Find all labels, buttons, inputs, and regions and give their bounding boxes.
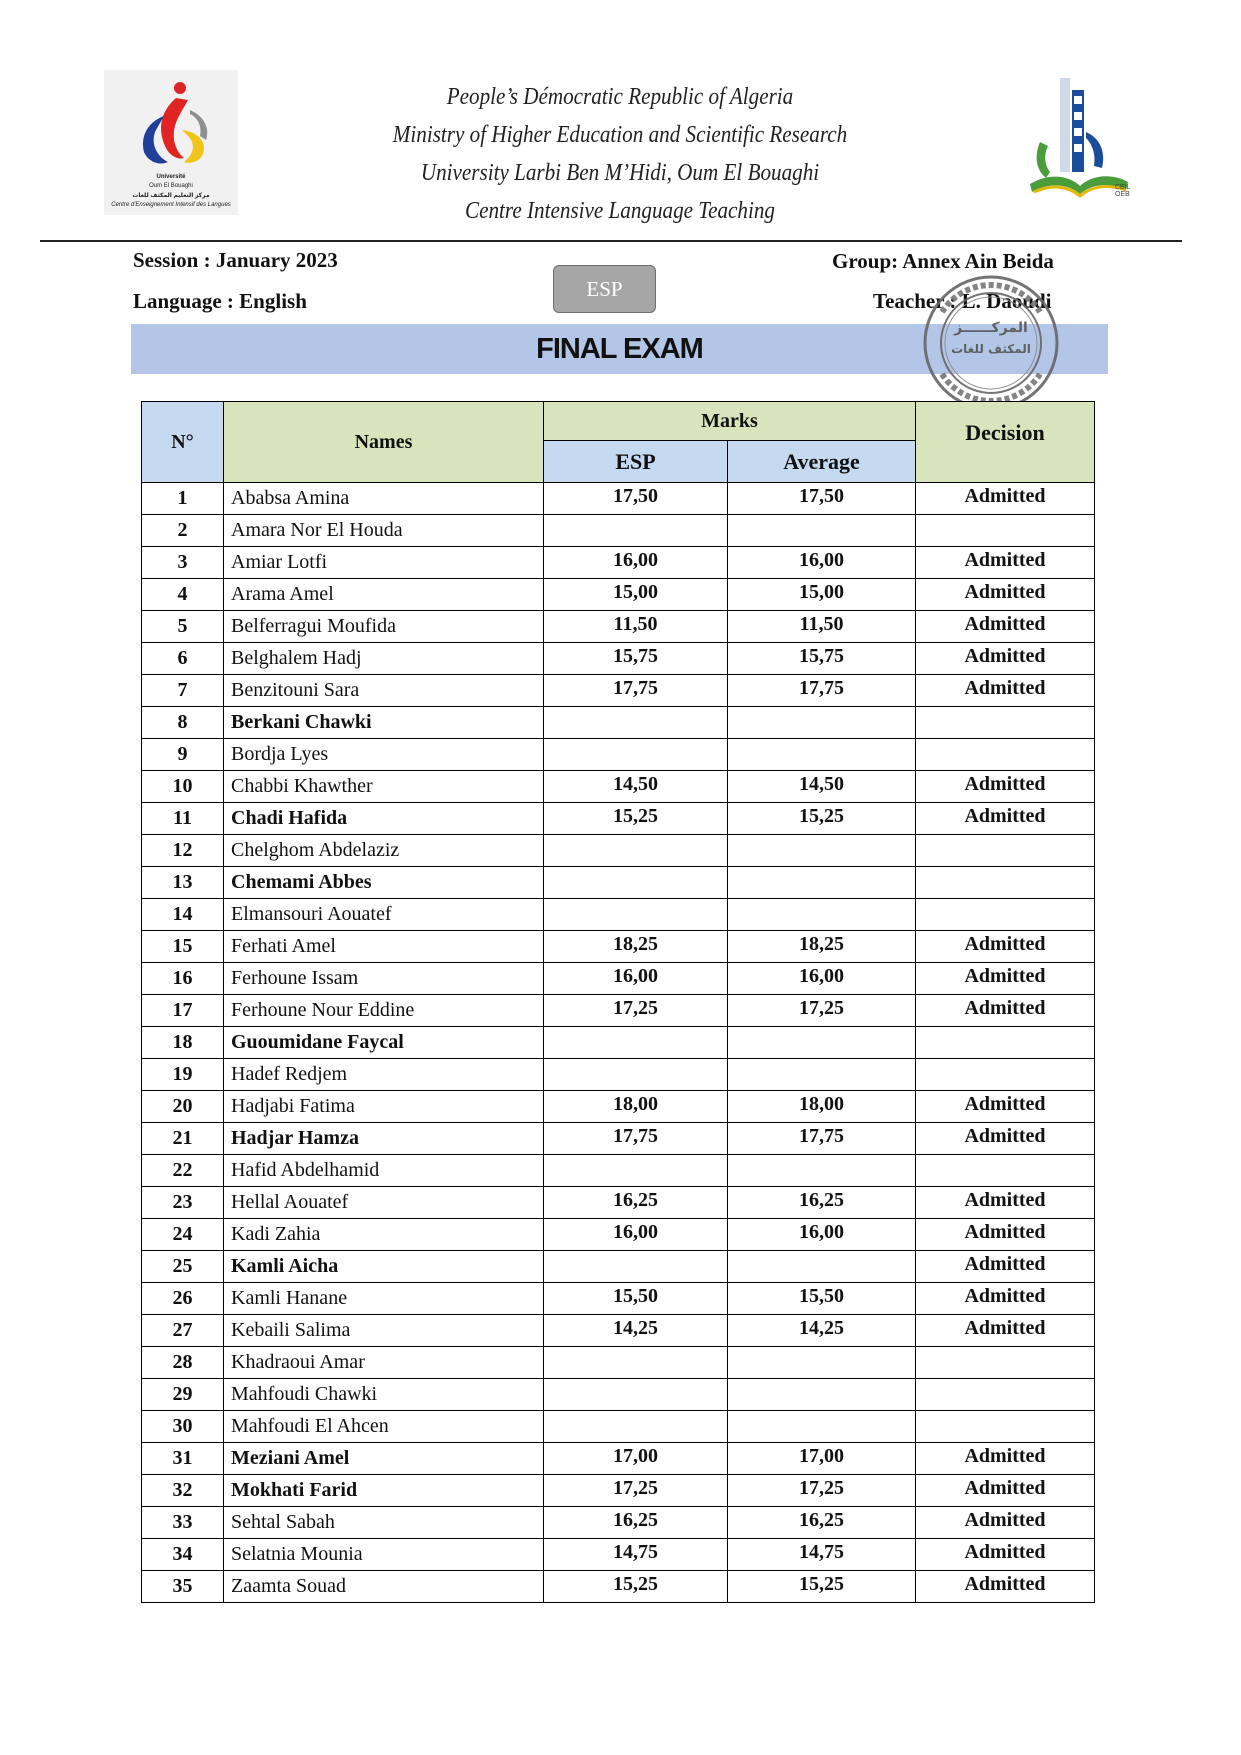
student-name: Amiar Lotfi [224,547,544,579]
decision-value: Admitted [916,1315,1095,1347]
esp-mark: 16,00 [544,963,728,995]
table-row [142,483,1095,515]
student-name: Guoumidane Faycal [224,1027,544,1059]
decision-value: Admitted [916,1443,1095,1475]
decision-value [916,867,1095,899]
table-row [142,1443,1095,1475]
decision-value: Admitted [916,1475,1095,1507]
average-mark: 15,00 [728,579,916,611]
table-row [142,1091,1095,1123]
table-row [142,1251,1095,1283]
table-row [142,579,1095,611]
esp-mark: 15,25 [544,1571,728,1603]
row-number: 15 [142,931,224,963]
student-name: Selatnia Mounia [224,1539,544,1571]
average-mark: 17,75 [728,675,916,707]
average-mark [728,1411,916,1443]
table-row [142,867,1095,899]
language-centre-emblem-icon [104,70,238,175]
esp-mark [544,1059,728,1091]
table-row [142,771,1095,803]
student-name: Mokhati Farid [224,1475,544,1507]
table-row [142,803,1095,835]
row-number: 4 [142,579,224,611]
exam-title: FINAL EXAM [536,332,703,365]
col-header-number: N° [142,402,224,483]
average-mark [728,707,916,739]
decision-value: Admitted [916,1283,1095,1315]
average-mark: 16,25 [728,1187,916,1219]
row-number: 31 [142,1443,224,1475]
decision-value [916,1155,1095,1187]
average-mark: 15,75 [728,643,916,675]
esp-mark [544,515,728,547]
esp-mark [544,899,728,931]
student-name: Kamli Hanane [224,1283,544,1315]
student-name: Chelghom Abdelaziz [224,835,544,867]
row-number: 1 [142,483,224,515]
decision-value: Admitted [916,675,1095,707]
row-number: 21 [142,1123,224,1155]
row-number: 20 [142,1091,224,1123]
student-name: Bordja Lyes [224,739,544,771]
decision-value: Admitted [916,771,1095,803]
row-number: 3 [142,547,224,579]
average-mark [728,1251,916,1283]
esp-mark: 17,75 [544,675,728,707]
average-mark [728,1155,916,1187]
average-mark: 17,25 [728,1475,916,1507]
heading-line-4: Centre Intensive Language Teaching [465,198,775,224]
table-row [142,963,1095,995]
student-name: Sehtal Sabah [224,1507,544,1539]
decision-value [916,1059,1095,1091]
row-number: 13 [142,867,224,899]
esp-mark: 17,00 [544,1443,728,1475]
row-number: 32 [142,1475,224,1507]
esp-mark [544,739,728,771]
decision-value: Admitted [916,963,1095,995]
table-row [142,547,1095,579]
decision-value [916,739,1095,771]
decision-value: Admitted [916,579,1095,611]
decision-value: Admitted [916,803,1095,835]
institution-heading [300,78,940,230]
average-mark: 17,75 [728,1123,916,1155]
university-logo [104,70,238,215]
esp-mark [544,1347,728,1379]
header-divider [40,240,1182,242]
decision-value: Admitted [916,1187,1095,1219]
average-mark [728,515,916,547]
decision-value: Admitted [916,995,1095,1027]
student-name: Benzitouni Sara [224,675,544,707]
row-number: 25 [142,1251,224,1283]
decision-value: Admitted [916,547,1095,579]
student-name: Ferhoune Issam [224,963,544,995]
table-row [142,899,1095,931]
average-mark: 15,50 [728,1283,916,1315]
decision-value [916,835,1095,867]
decision-value: Admitted [916,1091,1095,1123]
marks-table [141,401,1095,1603]
decision-value: Admitted [916,1571,1095,1603]
logo-caption-2: Oum El Bouaghi [149,183,193,189]
row-number: 12 [142,835,224,867]
table-row [142,1539,1095,1571]
table-row [142,1027,1095,1059]
decision-value [916,515,1095,547]
language-label: Language : English [133,289,307,313]
row-number: 19 [142,1059,224,1091]
esp-mark: 17,50 [544,483,728,515]
esp-button[interactable]: ESP [553,265,656,313]
col-header-names: Names [224,402,544,483]
ceil-caption: CEIL OEB [1115,184,1131,198]
average-mark [728,1027,916,1059]
student-name: Hadef Redjem [224,1059,544,1091]
table-row [142,643,1095,675]
average-mark: 11,50 [728,611,916,643]
esp-mark: 14,75 [544,1539,728,1571]
decision-value: Admitted [916,1507,1095,1539]
col-header-esp: ESP [544,441,728,483]
table-row [142,707,1095,739]
logo-caption-1: Université [156,174,186,180]
table-row [142,1123,1095,1155]
student-name: Elmansouri Aouatef [224,899,544,931]
logo-caption-4: Centre d'Enseignement Intensif des Langues [111,202,231,208]
decision-value [916,1347,1095,1379]
student-name: Ferhati Amel [224,931,544,963]
decision-value: Admitted [916,931,1095,963]
esp-mark: 15,25 [544,803,728,835]
decision-value [916,1379,1095,1411]
decision-value [916,899,1095,931]
average-mark: 17,50 [728,483,916,515]
average-mark: 14,25 [728,1315,916,1347]
table-row [142,1475,1095,1507]
esp-mark [544,1411,728,1443]
decision-value: Admitted [916,1219,1095,1251]
ceil-logo [1020,72,1136,210]
student-name: Arama Amel [224,579,544,611]
student-name: Belghalem Hadj [224,643,544,675]
heading-line-3: University Larbi Ben M’Hidi, Oum El Bouaghi [420,160,820,186]
heading-line-2: Ministry of Higher Education and Scientific Research [392,122,848,148]
table-row [142,1411,1095,1443]
student-name: Mahfoudi Chawki [224,1379,544,1411]
average-mark: 17,00 [728,1443,916,1475]
average-mark: 16,00 [728,547,916,579]
esp-mark: 16,00 [544,1219,728,1251]
stamp-text-1: المركــــــز [954,320,1028,336]
esp-mark: 14,50 [544,771,728,803]
table-row [142,1347,1095,1379]
student-name: Chadi Hafida [224,803,544,835]
col-header-decision: Decision [916,402,1095,483]
average-mark: 14,75 [728,1539,916,1571]
esp-mark [544,867,728,899]
esp-mark [544,1379,728,1411]
col-header-marks: Marks [544,402,916,441]
row-number: 33 [142,1507,224,1539]
esp-mark: 15,75 [544,643,728,675]
average-mark: 16,25 [728,1507,916,1539]
average-mark [728,1059,916,1091]
average-mark [728,835,916,867]
average-mark: 15,25 [728,803,916,835]
esp-mark: 16,25 [544,1187,728,1219]
col-header-average: Average [728,441,916,483]
row-number: 24 [142,1219,224,1251]
esp-mark: 18,25 [544,931,728,963]
esp-mark: 16,25 [544,1507,728,1539]
logo-caption-3: مركز التعليم المكثف للغات [132,193,210,199]
table-row [142,1059,1095,1091]
row-number: 6 [142,643,224,675]
row-number: 35 [142,1571,224,1603]
esp-mark [544,1027,728,1059]
average-mark [728,899,916,931]
decision-value: Admitted [916,1123,1095,1155]
esp-mark [544,1155,728,1187]
decision-value [916,1411,1095,1443]
table-row [142,1155,1095,1187]
row-number: 30 [142,1411,224,1443]
student-name: Mahfoudi El Ahcen [224,1411,544,1443]
student-name: Zaamta Souad [224,1571,544,1603]
row-number: 22 [142,1155,224,1187]
teacher-label: Teacher : L. Daoudi [873,289,1052,313]
student-name: Kebaili Salima [224,1315,544,1347]
esp-mark: 16,00 [544,547,728,579]
table-row [142,1283,1095,1315]
student-name: Khadraoui Amar [224,1347,544,1379]
average-mark: 16,00 [728,1219,916,1251]
student-name: Hadjar Hamza [224,1123,544,1155]
table-row [142,675,1095,707]
student-name: Hadjabi Fatima [224,1091,544,1123]
row-number: 8 [142,707,224,739]
esp-mark: 14,25 [544,1315,728,1347]
row-number: 28 [142,1347,224,1379]
student-name: Hellal Aouatef [224,1187,544,1219]
group-label: Group: Annex Ain Beida [832,249,1054,273]
decision-value: Admitted [916,483,1095,515]
row-number: 23 [142,1187,224,1219]
average-mark [728,1379,916,1411]
table-row [142,611,1095,643]
table-row [142,1315,1095,1347]
table-row [142,931,1095,963]
table-row [142,1379,1095,1411]
row-number: 29 [142,1379,224,1411]
average-mark: 14,50 [728,771,916,803]
row-number: 7 [142,675,224,707]
marks-table-body [142,483,1095,1603]
student-name: Chabbi Khawther [224,771,544,803]
average-mark: 17,25 [728,995,916,1027]
row-number: 9 [142,739,224,771]
table-row [142,1507,1095,1539]
esp-mark: 17,75 [544,1123,728,1155]
student-name: Hafid Abdelhamid [224,1155,544,1187]
esp-mark: 17,25 [544,995,728,1027]
decision-value: Admitted [916,611,1095,643]
student-name: Berkani Chawki [224,707,544,739]
row-number: 27 [142,1315,224,1347]
student-name: Ababsa Amina [224,483,544,515]
table-row [142,1187,1095,1219]
esp-mark [544,707,728,739]
esp-mark [544,835,728,867]
esp-mark: 11,50 [544,611,728,643]
average-mark: 15,25 [728,1571,916,1603]
student-name: Belferragui Moufida [224,611,544,643]
table-row [142,739,1095,771]
table-row [142,1571,1095,1603]
esp-mark: 17,25 [544,1475,728,1507]
decision-value [916,1027,1095,1059]
esp-mark: 15,50 [544,1283,728,1315]
decision-value [916,707,1095,739]
table-row [142,1219,1095,1251]
row-number: 16 [142,963,224,995]
table-row [142,515,1095,547]
decision-value: Admitted [916,1539,1095,1571]
average-mark: 16,00 [728,963,916,995]
average-mark: 18,25 [728,931,916,963]
session-label: Session : January 2023 [133,248,338,272]
student-name: Chemami Abbes [224,867,544,899]
esp-mark [544,1251,728,1283]
row-number: 34 [142,1539,224,1571]
average-mark [728,1347,916,1379]
student-name: Meziani Amel [224,1443,544,1475]
student-name: Ferhoune Nour Eddine [224,995,544,1027]
student-name: Kamli Aicha [224,1251,544,1283]
row-number: 2 [142,515,224,547]
student-name: Amara Nor El Houda [224,515,544,547]
decision-value: Admitted [916,643,1095,675]
row-number: 18 [142,1027,224,1059]
decision-value: Admitted [916,1251,1095,1283]
table-row [142,995,1095,1027]
row-number: 11 [142,803,224,835]
esp-mark: 15,00 [544,579,728,611]
row-number: 10 [142,771,224,803]
stamp-text-2: المكثف للغات [951,342,1031,356]
row-number: 17 [142,995,224,1027]
row-number: 14 [142,899,224,931]
heading-line-1: People’s Démocratic Republic of Algeria [446,84,794,110]
average-mark [728,739,916,771]
table-row [142,835,1095,867]
esp-mark: 18,00 [544,1091,728,1123]
student-name: Kadi Zahia [224,1219,544,1251]
official-stamp [920,272,1062,414]
average-mark [728,867,916,899]
row-number: 5 [142,611,224,643]
average-mark: 18,00 [728,1091,916,1123]
row-number: 26 [142,1283,224,1315]
